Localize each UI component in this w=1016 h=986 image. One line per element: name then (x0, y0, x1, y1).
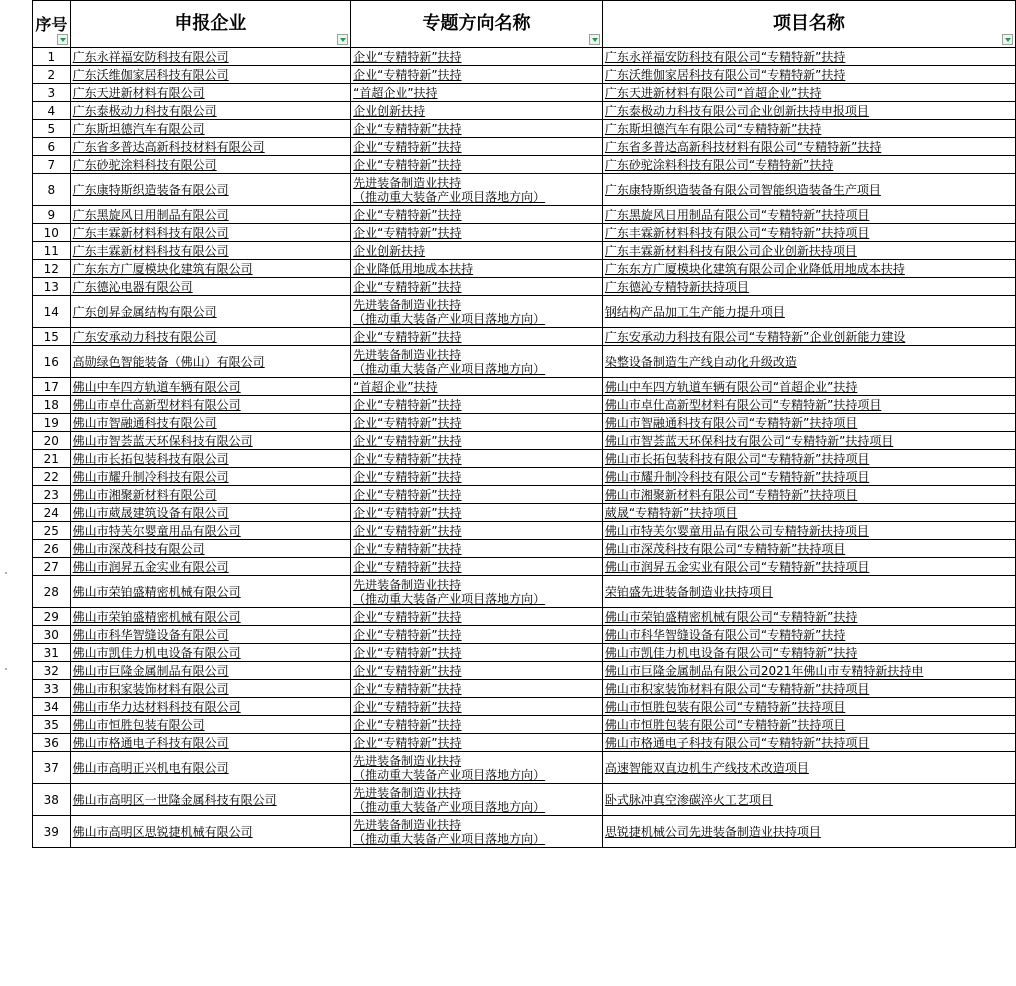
cell-project[interactable]: 卧式脉冲真空渗碳淬火工艺项目 (602, 784, 1015, 816)
table-row (33, 84, 1016, 102)
cell-project[interactable]: 广东德沁专精特新扶持项目 (602, 278, 1015, 296)
table-row (33, 468, 1016, 486)
cell-seq[interactable]: 24 (33, 504, 71, 522)
table-row (33, 784, 1016, 816)
cell-project[interactable]: 葳晟“专精特新”扶持项目 (602, 504, 1015, 522)
cell-seq[interactable]: 9 (33, 206, 71, 224)
header-seq (33, 1, 71, 48)
cell-company[interactable]: 佛山市凯佳力机电设备有限公司 (70, 644, 350, 662)
cell-project[interactable]: 佛山市长拓包装科技有限公司“专精特新”扶持项目 (602, 450, 1015, 468)
cell-seq[interactable]: 26 (33, 540, 71, 558)
table-row (33, 662, 1016, 680)
cell-company[interactable]: 广东康特斯织造装备有限公司 (70, 174, 350, 206)
table-row (33, 278, 1016, 296)
header-row (33, 1, 1016, 48)
table-row (33, 486, 1016, 504)
cell-company[interactable]: 广东丰霖新材料科技有限公司 (70, 224, 350, 242)
table-row (33, 120, 1016, 138)
table-row (33, 174, 1016, 206)
cell-seq[interactable]: 20 (33, 432, 71, 450)
cell-direction[interactable]: 企业“专精特新”扶持 (351, 716, 603, 734)
cell-company[interactable]: 广东砂驼涂料科技有限公司 (70, 156, 350, 174)
cell-direction-line: 先进装备制造业扶持 (353, 297, 462, 312)
table-row (33, 296, 1016, 328)
table-row (33, 242, 1016, 260)
cell-project[interactable]: 广东天进新材料有限公司“首超企业”扶持 (602, 84, 1015, 102)
table-row (33, 156, 1016, 174)
cell-seq[interactable]: 14 (33, 296, 71, 328)
cell-seq[interactable]: 33 (33, 680, 71, 698)
cell-project[interactable]: 广东省多普达高新科技材料有限公司“专精特新”扶持 (602, 138, 1015, 156)
cell-direction[interactable] (351, 346, 603, 378)
cell-direction-line: 先进装备制造业扶持 (353, 577, 462, 592)
cell-seq[interactable]: 23 (33, 486, 71, 504)
cell-seq[interactable]: 38 (33, 784, 71, 816)
header-direction (351, 1, 603, 48)
cell-direction[interactable] (351, 752, 603, 784)
table-row (33, 716, 1016, 734)
cell-company[interactable]: 广东创昇金属结构有限公司 (70, 296, 350, 328)
cell-direction[interactable]: 企业“专精特新”扶持 (351, 120, 603, 138)
cell-seq[interactable]: 28 (33, 576, 71, 608)
filter-dropdown-icon[interactable] (589, 34, 600, 45)
cell-seq[interactable]: 18 (33, 396, 71, 414)
cell-direction[interactable]: 企业“专精特新”扶持 (351, 432, 603, 450)
cell-company[interactable]: 佛山市格通电子科技有限公司 (70, 734, 350, 752)
cell-project[interactable]: 钢结构产品加工生产能力提升项目 (602, 296, 1015, 328)
cell-project[interactable]: 广东砂驼涂料科技有限公司“专精特新”扶持 (602, 156, 1015, 174)
cell-project[interactable]: 广东泰极动力科技有限公司企业创新扶持申报项目 (602, 102, 1015, 120)
cell-seq[interactable]: 22 (33, 468, 71, 486)
cell-company[interactable]: 广东东方广厦模块化建筑有限公司 (70, 260, 350, 278)
cell-project[interactable]: 广东东方广厦模块化建筑有限公司企业降低用地成本扶持 (602, 260, 1015, 278)
cell-company[interactable]: 佛山市长拓包装科技有限公司 (70, 450, 350, 468)
cell-direction[interactable]: 企业降低用地成本扶持 (351, 260, 603, 278)
cell-company[interactable]: 佛山市荣铂盛精密机械有限公司 (70, 608, 350, 626)
cell-direction-line: （推动重大装备产业项目落地方向） (353, 361, 546, 376)
cell-direction[interactable]: 企业“专精特新”扶持 (351, 734, 603, 752)
cell-direction[interactable]: 企业“专精特新”扶持 (351, 206, 603, 224)
cell-project[interactable]: 佛山市耀升制冷科技有限公司“专精特新”扶持项目 (602, 468, 1015, 486)
cell-company[interactable]: 广东黑旋风日用制品有限公司 (70, 206, 350, 224)
cell-project[interactable]: 广东丰霖新材料科技有限公司“专精特新”扶持项目 (602, 224, 1015, 242)
cell-company[interactable]: 佛山市高明正兴机电有限公司 (70, 752, 350, 784)
cell-company[interactable]: 佛山市荣铂盛精密机械有限公司 (70, 576, 350, 608)
cell-company[interactable]: 佛山中车四方轨道车辆有限公司 (70, 378, 350, 396)
table-row (33, 432, 1016, 450)
cell-direction-line: 先进装备制造业扶持 (353, 817, 462, 832)
cell-project[interactable]: 佛山市巨隆金属制品有限公司2021年佛山市专精特新扶持申 (602, 662, 1015, 680)
cell-seq[interactable]: 30 (33, 626, 71, 644)
cell-direction[interactable]: 企业“专精特新”扶持 (351, 486, 603, 504)
cell-direction-line: （推动重大装备产业项目落地方向） (353, 831, 546, 846)
table-row (33, 224, 1016, 242)
cell-project[interactable]: 佛山市湘聚新材料有限公司“专精特新”扶持项目 (602, 486, 1015, 504)
table-row (33, 396, 1016, 414)
cell-seq[interactable]: 1 (33, 48, 71, 66)
cell-direction[interactable]: 企业“专精特新”扶持 (351, 48, 603, 66)
cell-direction[interactable]: 企业“专精特新”扶持 (351, 328, 603, 346)
table-row (33, 346, 1016, 378)
cell-direction-line: 先进装备制造业扶持 (353, 347, 462, 362)
table-row (33, 644, 1016, 662)
cell-project[interactable]: 佛山市恒胜包装有限公司“专精特新”扶持项目 (602, 698, 1015, 716)
table-row (33, 138, 1016, 156)
cell-project[interactable]: 佛山市润昇五金实业有限公司“专精特新”扶持项目 (602, 558, 1015, 576)
table-row (33, 734, 1016, 752)
cell-project[interactable]: 佛山中车四方轨道车辆有限公司“首超企业”扶持 (602, 378, 1015, 396)
cell-company[interactable]: 广东安承动力科技有限公司 (70, 328, 350, 346)
filter-dropdown-icon[interactable] (1002, 34, 1013, 45)
table-row (33, 816, 1016, 848)
cell-project[interactable]: 佛山市卓仕高新型材料有限公司“专精特新”扶持项目 (602, 396, 1015, 414)
cell-project[interactable]: 思锐捷机械公司先进装备制造业扶持项目 (602, 816, 1015, 848)
cell-project[interactable]: 广东康特斯织造装备有限公司智能织造装备生产项目 (602, 174, 1015, 206)
cell-company[interactable]: 广东德沁电器有限公司 (70, 278, 350, 296)
cell-company[interactable]: 佛山市恒胜包装有限公司 (70, 716, 350, 734)
cell-direction[interactable]: 企业“专精特新”扶持 (351, 662, 603, 680)
cell-seq[interactable]: 37 (33, 752, 71, 784)
cell-seq[interactable]: 32 (33, 662, 71, 680)
cell-direction[interactable] (351, 816, 603, 848)
cell-direction[interactable]: 企业创新扶持 (351, 102, 603, 120)
cell-seq[interactable]: 29 (33, 608, 71, 626)
cell-direction[interactable]: 企业“专精特新”扶持 (351, 156, 603, 174)
table-row (33, 450, 1016, 468)
cell-project[interactable]: 佛山市智荟蓝天环保科技有限公司“专精特新”扶持项目 (602, 432, 1015, 450)
table-row (33, 558, 1016, 576)
cell-direction[interactable]: 企业“专精特新”扶持 (351, 504, 603, 522)
cell-direction[interactable]: 企业创新扶持 (351, 242, 603, 260)
cell-project[interactable]: 广东丰霖新材料科技有限公司企业创新扶持项目 (602, 242, 1015, 260)
cell-project[interactable]: 荣铂盛先进装备制造业扶持项目 (602, 576, 1015, 608)
cell-project[interactable]: 染整设备制造生产线自动化升级改造 (602, 346, 1015, 378)
cell-direction[interactable]: 企业“专精特新”扶持 (351, 680, 603, 698)
cell-project[interactable]: 高速智能双直边机生产线技术改造项目 (602, 752, 1015, 784)
cell-direction[interactable]: 企业“专精特新”扶持 (351, 138, 603, 156)
table-row (33, 48, 1016, 66)
cell-seq[interactable]: 15 (33, 328, 71, 346)
cell-company[interactable]: 佛山市葳晟建筑设备有限公司 (70, 504, 350, 522)
cell-direction[interactable] (351, 296, 603, 328)
cell-seq[interactable]: 34 (33, 698, 71, 716)
cell-seq[interactable]: 6 (33, 138, 71, 156)
cell-direction[interactable]: 企业“专精特新”扶持 (351, 414, 603, 432)
cell-direction[interactable]: 企业“专精特新”扶持 (351, 396, 603, 414)
cell-seq[interactable]: 17 (33, 378, 71, 396)
cell-direction-line: （推动重大装备产业项目落地方向） (353, 189, 546, 204)
cell-direction[interactable]: 企业“专精特新”扶持 (351, 626, 603, 644)
cell-direction[interactable]: 企业“专精特新”扶持 (351, 698, 603, 716)
table-row (33, 504, 1016, 522)
cell-direction[interactable]: “首超企业”扶持 (351, 84, 603, 102)
cell-company[interactable]: 佛山市卓仕高新型材料有限公司 (70, 396, 350, 414)
cell-project[interactable]: 佛山市恒胜包装有限公司“专精特新”扶持项目 (602, 716, 1015, 734)
table-row (33, 378, 1016, 396)
table-row (33, 576, 1016, 608)
table-row (33, 328, 1016, 346)
cell-company[interactable]: 广东沃维伽家居科技有限公司 (70, 66, 350, 84)
cell-direction[interactable] (351, 784, 603, 816)
cell-company[interactable]: 广东丰霖新材料科技有限公司 (70, 242, 350, 260)
cell-project[interactable]: 佛山市智融通科技有限公司“专精特新”扶持项目 (602, 414, 1015, 432)
cell-seq[interactable]: 36 (33, 734, 71, 752)
cell-project[interactable]: 广东斯坦德汽车有限公司“专精特新”扶持 (602, 120, 1015, 138)
cell-company[interactable]: 广东泰极动力科技有限公司 (70, 102, 350, 120)
header-project-label: 项目名称 (772, 13, 845, 34)
cell-company[interactable]: 佛山市湘聚新材料有限公司 (70, 486, 350, 504)
cell-company[interactable]: 佛山市高明区思锐捷机械有限公司 (70, 816, 350, 848)
cell-direction-line: （推动重大装备产业项目落地方向） (353, 799, 546, 814)
cell-direction[interactable]: 企业“专精特新”扶持 (351, 558, 603, 576)
cell-company[interactable]: 广东永祥福安防科技有限公司 (70, 48, 350, 66)
cell-project[interactable]: 广东永祥福安防科技有限公司“专精特新”扶持 (602, 48, 1015, 66)
cell-seq[interactable]: 27 (33, 558, 71, 576)
cell-project[interactable]: 佛山市科华智缝设备有限公司“专精特新”扶持 (602, 626, 1015, 644)
cell-direction-line: （推动重大装备产业项目落地方向） (353, 311, 546, 326)
cell-seq[interactable]: 8 (33, 174, 71, 206)
table-row (33, 522, 1016, 540)
cell-company[interactable]: 佛山市深茂科技有限公司 (70, 540, 350, 558)
cell-direction[interactable]: 企业“专精特新”扶持 (351, 450, 603, 468)
header-company-label: 申报企业 (174, 13, 247, 34)
cell-company[interactable]: 佛山市积家装饰材料有限公司 (70, 680, 350, 698)
cell-seq[interactable]: 3 (33, 84, 71, 102)
header-project (602, 1, 1015, 48)
cell-project[interactable]: 佛山市格通电子科技有限公司“专精特新”扶持项目 (602, 734, 1015, 752)
cell-project[interactable]: 广东黑旋风日用制品有限公司“专精特新”扶持项目 (602, 206, 1015, 224)
cell-seq[interactable]: 10 (33, 224, 71, 242)
cell-direction[interactable] (351, 174, 603, 206)
cell-seq[interactable]: 13 (33, 278, 71, 296)
cell-company[interactable]: 佛山市华力达材料科技有限公司 (70, 698, 350, 716)
cell-direction-line: 先进装备制造业扶持 (353, 785, 462, 800)
table-row (33, 414, 1016, 432)
cell-seq[interactable]: 4 (33, 102, 71, 120)
cell-seq[interactable]: 12 (33, 260, 71, 278)
cell-direction[interactable]: 企业“专精特新”扶持 (351, 540, 603, 558)
filter-dropdown-icon[interactable] (57, 34, 68, 45)
cell-direction-line: 先进装备制造业扶持 (353, 175, 462, 190)
cell-project[interactable]: 广东安承动力科技有限公司“专精特新”企业创新能力建设 (602, 328, 1015, 346)
cell-company[interactable]: 佛山市巨隆金属制品有限公司 (70, 662, 350, 680)
cell-project[interactable]: 佛山市积家装饰材料有限公司“专精特新”扶持项目 (602, 680, 1015, 698)
cell-direction[interactable]: 企业“专精特新”扶持 (351, 468, 603, 486)
cell-seq[interactable]: 39 (33, 816, 71, 848)
cell-company[interactable]: 高勋绿色智能装备（佛山）有限公司 (70, 346, 350, 378)
cell-company[interactable]: 广东省多普达高新科技材料有限公司 (70, 138, 350, 156)
cell-seq[interactable]: 25 (33, 522, 71, 540)
cell-company[interactable]: 佛山市智荟蓝天环保科技有限公司 (70, 432, 350, 450)
cell-seq[interactable]: 2 (33, 66, 71, 84)
cell-project[interactable]: 佛山市特芙尔婴童用品有限公司专精特新扶持项目 (602, 522, 1015, 540)
cell-seq[interactable]: 35 (33, 716, 71, 734)
table-row (33, 608, 1016, 626)
cell-seq[interactable]: 16 (33, 346, 71, 378)
header-company (70, 1, 350, 48)
table-row (33, 102, 1016, 120)
cell-company[interactable]: 佛山市润昇五金实业有限公司 (70, 558, 350, 576)
cell-company[interactable]: 佛山市耀升制冷科技有限公司 (70, 468, 350, 486)
cell-project[interactable]: 佛山市深茂科技有限公司“专精特新”扶持项目 (602, 540, 1015, 558)
cell-seq[interactable]: 21 (33, 450, 71, 468)
cell-direction-line: 先进装备制造业扶持 (353, 753, 462, 768)
cell-seq[interactable]: 31 (33, 644, 71, 662)
cell-seq[interactable]: 7 (33, 156, 71, 174)
filter-dropdown-icon[interactable] (337, 34, 348, 45)
cell-direction[interactable]: 企业“专精特新”扶持 (351, 522, 603, 540)
cell-project[interactable]: 佛山市荣铂盛精密机械有限公司“专精特新”扶持 (602, 608, 1015, 626)
table-row (33, 206, 1016, 224)
cell-seq[interactable]: 11 (33, 242, 71, 260)
sheet-gutter-mark (5, 572, 7, 574)
cell-company[interactable]: 广东天进新材料有限公司 (70, 84, 350, 102)
table-row (33, 680, 1016, 698)
cell-direction[interactable]: “首超企业”扶持 (351, 378, 603, 396)
cell-direction[interactable]: 企业“专精特新”扶持 (351, 644, 603, 662)
cell-direction[interactable]: 企业“专精特新”扶持 (351, 224, 603, 242)
cell-company[interactable]: 佛山市智融通科技有限公司 (70, 414, 350, 432)
spreadsheet-table (32, 0, 1016, 848)
cell-company[interactable]: 佛山市高明区一世隆金属科技有限公司 (70, 784, 350, 816)
table-row (33, 698, 1016, 716)
header-direction-label: 专题方向名称 (422, 13, 531, 34)
cell-project[interactable]: 广东沃维伽家居科技有限公司“专精特新”扶持 (602, 66, 1015, 84)
cell-direction-line: （推动重大装备产业项目落地方向） (353, 767, 546, 782)
table-row (33, 66, 1016, 84)
cell-company[interactable]: 佛山市科华智缝设备有限公司 (70, 626, 350, 644)
cell-direction[interactable]: 企业“专精特新”扶持 (351, 278, 603, 296)
cell-seq[interactable]: 5 (33, 120, 71, 138)
table-row (33, 260, 1016, 278)
header-seq-label: 序号 (35, 14, 68, 34)
table-row (33, 626, 1016, 644)
cell-direction[interactable] (351, 576, 603, 608)
cell-company[interactable]: 佛山市特芙尔婴童用品有限公司 (70, 522, 350, 540)
cell-project[interactable]: 佛山市凯佳力机电设备有限公司“专精特新”扶持 (602, 644, 1015, 662)
sheet-gutter-mark (5, 668, 7, 670)
cell-direction-line: （推动重大装备产业项目落地方向） (353, 591, 546, 606)
table-row (33, 540, 1016, 558)
cell-company[interactable]: 广东斯坦德汽车有限公司 (70, 120, 350, 138)
cell-direction[interactable]: 企业“专精特新”扶持 (351, 66, 603, 84)
table-row (33, 752, 1016, 784)
cell-direction[interactable]: 企业“专精特新”扶持 (351, 608, 603, 626)
cell-seq[interactable]: 19 (33, 414, 71, 432)
